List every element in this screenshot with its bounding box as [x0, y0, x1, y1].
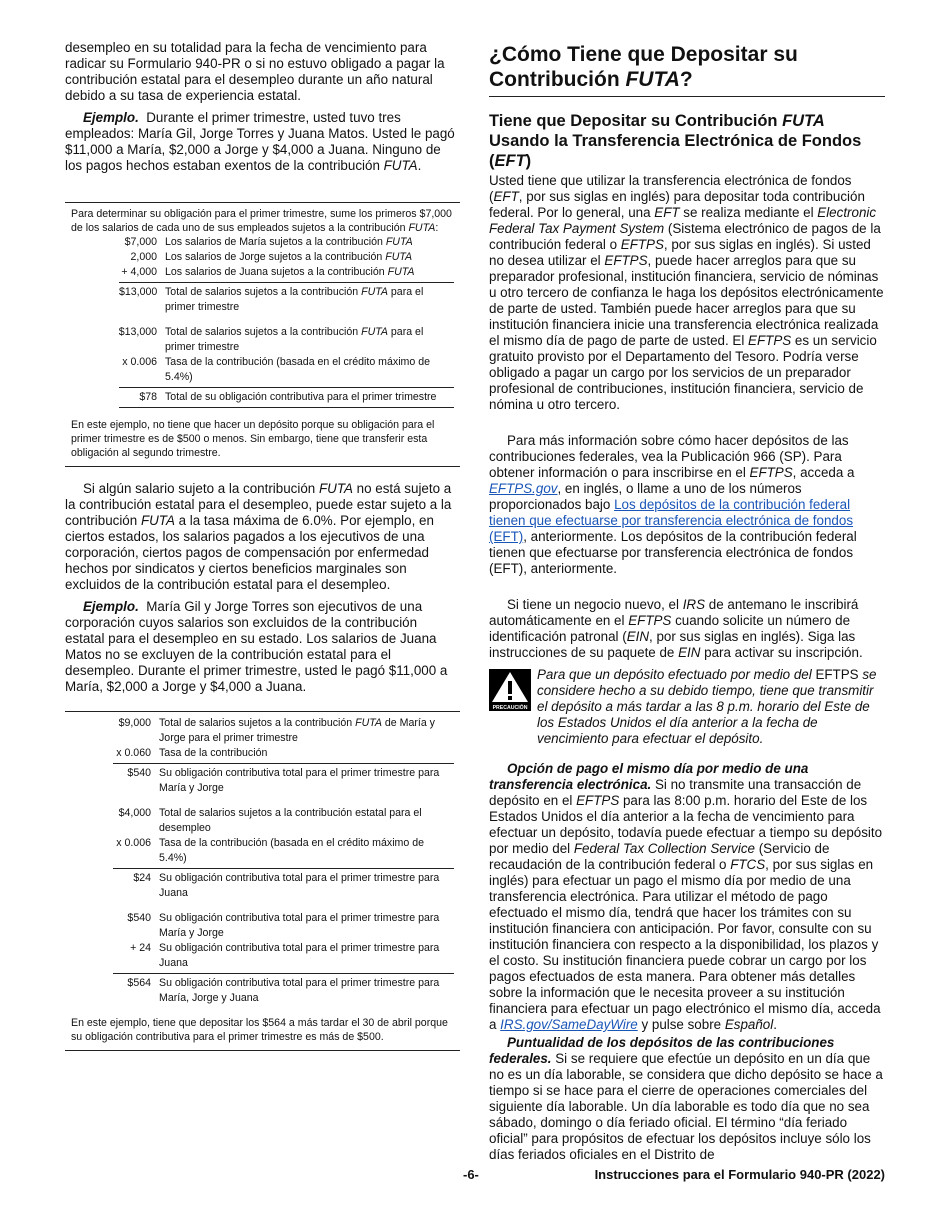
right-paragraph-1: Usted tiene que utilizar la transferencia electrónica de fondos (EFT, por sus siglas en inglés) para depositar toda contribución federal. Por lo general, una EFT se realiza mediante el Electronic Federal Tax Payment System (Sistema electrónico de pagos de la contribución federal o EFTPS, por sus siglas en inglés). Si usted no desea utilizar el EFTPS, puede hacer arreglos para que su preparador profesional, institución financiera, servicio de nóminas u otro tercero de confianza le haga los depósitos electrónicamente de parte de usted. También puede hacer arreglos para que su institución financiera inicie una transferencia electrónica realizada el mismo día de pago de parte de usted. El EFTPS es un servicio gratuito provisto por el Departamento del Tesoro. Podría verse obligado a pagar un cargo por los servicios de un preparador profesional de contribuciones, institución financiera, servicio de nómina u otro tercero. — [489, 173, 884, 412]
caution-note — [489, 667, 885, 747]
example-2-box — [65, 711, 460, 1051]
left-column — [65, 40, 460, 1051]
example-1-note: En este ejemplo, no tiene que hacer un depósito porque su obligación para el primer trimestre es de $500 o menos. Sin embargo, tiene que transferir esta obligación al segundo trimestre. — [71, 419, 435, 459]
example-1-box — [65, 202, 460, 467]
example-1-intro: Para determinar su obligación para el primer trimestre, sume los primeros $7,000 de los salarios de cada uno de sus empleados sujetos a la contribución FUTA: — [71, 208, 452, 234]
eftps-link[interactable]: EFTPS.gov — [489, 481, 558, 496]
calc-total-row: $540 Su obligación contributiva total para el primer trimestre para María y Jorge — [113, 763, 454, 796]
caution-label: PRECAUCIÓN — [492, 705, 528, 711]
calc-total-row: $24 Su obligación contributiva total para el primer trimestre para Juana — [113, 868, 454, 901]
right-paragraph-2: Para más información sobre cómo hacer depósitos de las contribuciones federales, vea la Publicación 966 (SP). Para obtener información o para inscribirse en el EFTPS, acceda a EFTPS.gov, en inglés, o llame a uno de los números proporcionados bajo Los depósitos de la contribución federal tienen que efectuarse por transferencia electrónica de fondos (EFT), anteriormente. Los depósitos de la contribución federal tienen que efectuarse por transferencia electrónica de fondos (EFT), anteriormente. — [489, 433, 857, 576]
calc-row: $7,000 Los salarios de María sujetos a la contribución FUTA — [124, 236, 413, 248]
left-paragraph-2: Si algún salario sujeto a la contribución FUTA no está sujeto a la contribución estatal para el desempleo, puede estar sujeto a la contribución FUTA a la tasa máxima de 6.0%. Por ejemplo, en ciertos estados, los salarios pagados a los ejecutivos de una corporación, ciertos pagos de compensación por enfermedad hechos por sindicatos y ciertos beneficios marginales son excluidos de la contribución estatal para el desempleo. — [65, 481, 452, 592]
left-paragraph-1: desempleo en su totalidad para la fecha de vencimiento para radicar su Formulario 940-PR o si no estuvo obligado a pagar la contribución estatal para el desempleo durante un año natural debido a su tasa de experiencia estatal. — [65, 40, 445, 103]
example-1-text: Durante el primer trimestre, usted tuvo tres empleados: María Gil, Jorge Torres y Juana Matos. Usted le pagó $11,000 a María, $2,000 a Jorge y $4,000 a Juana. Ninguno de los pagos hechos estaban exentos de la contribución — [65, 110, 455, 173]
calc-row: x 0.006 Tasa de la contribución (basada en el crédito máximo de 5.4%) — [116, 837, 424, 864]
right-paragraph-5: Puntualidad de los depósitos de las contribuciones federales. Si se requiere que efectúe un depósito en un día que no es un día laborable, se considera que dicho depósito se hace a tiempo si se hace para el cierre de operaciones comerciales del siguiente día laborable. Un día laborable es todo día que no sea sábado, domingo o día feriado oficial. El término “día feriado oficial” para propósitos de efectuar los depósitos incluye sólo los días feriados oficiales en el Distrito de — [489, 1035, 883, 1162]
calc-row: x 0.006 Tasa de la contribución (basada en el crédito máximo de 5.4%) — [122, 356, 430, 383]
page-number: -6- — [463, 1167, 479, 1182]
right-paragraph-4: Opción de pago el mismo día por medio de una transferencia electrónica. Si no transmite una transacción de depósito en el EFTPS para las 8:00 p.m. horario del Este de los Estados Unidos el día anterior a la fecha de vencimiento para efectuar un depósito, todavía puede efectuar a tiempo su depósito por medio del Federal Tax Collection Service (Servicio de recaudación de la contribución federal o FTCS, por sus siglas en inglés) para efectuar un pago el mismo día por medio de una transferencia electrónica. Para utilizar el método de pago efectuado el mismo día, tendrá que hacer los trámites con su institución financiera con anticipación. Por favor, consulte con su institución financiera con respecto a la disponibilidad, los plazos y el costo. Su institución financiera puede cobrar un cargo por los pagos efectuados de esta manera. Para obtener más detalles sobre la información que le necesita proveer a su institución financiera para efectuar un pago electrónico el mismo día, acceda a IRS.gov/SameDayWire y pulse sobre Español. — [489, 761, 883, 1032]
calc-row: $4,000 Total de salarios sujetos a la contribución estatal para el desempleo — [118, 807, 422, 834]
caution-text: Para que un depósito efectuado por medio del EFTPS se considere hecho a su debido tiempo, tiene que transmitir el depósito a más tardar a las 8 p.m. horario del Este de los Estados Unidos el día anterior a la fecha de vencimiento para efectuar el depósito. — [537, 667, 877, 746]
calc-row: 2,000 Los salarios de Jorge sujetos a la contribución FUTA — [130, 251, 413, 263]
subsection-title: Tiene que Depositar su Contribución FUTA Usando la Transferencia Electrónica de Fondos (EFT) — [489, 112, 862, 170]
same-day-wire-link[interactable]: IRS.gov/SameDayWire — [500, 1017, 638, 1032]
calc-total-row: $13,000 Total de salarios sujetos a la contribución FUTA para el primer trimestre — [119, 282, 454, 315]
futa-term: FUTA — [383, 158, 418, 173]
calc-row: + 24 Su obligación contributiva total para el primer trimestre para Juana — [130, 942, 440, 969]
example-1-lead: Ejemplo. — [83, 110, 139, 125]
calc-total-row: $564 Su obligación contributiva total para el primer trimestre para María, Jorge y Juana — [113, 973, 454, 1006]
footer-title: Instrucciones para el Formulario 940-PR (2022) — [594, 1167, 885, 1182]
right-paragraph-3: Si tiene un negocio nuevo, el IRS de antemano le inscribirá automáticamente en el EFTPS cuando solicite un número de identificación patronal (EIN, por sus siglas en inglés). Siga las instrucciones de su paquete de EIN para activar su inscripción. — [489, 597, 863, 660]
calc-row: $9,000 Total de salarios sujetos a la contribución FUTA de María y Jorge para el primer trimestre — [118, 717, 435, 744]
example-1-paragraph: Ejemplo. Durante el primer trimestre, usted tuvo tres empleados: María Gil, Jorge Torres y Juana Matos. Usted le pagó $11,000 a María, $2,000 a Jorge y $4,000 a Juana. Ninguno de los pagos hechos estaban exentos de la contribución FUTA. — [65, 110, 455, 173]
calc-row: $13,000 Total de salarios sujetos a la contribución FUTA para el primer trimestre — [118, 326, 424, 353]
calc-total-row: $78 Total de su obligación contributiva para el primer trimestre — [119, 387, 454, 405]
calc-row: + 4,000 Los salarios de Juana sujetos a la contribución FUTA — [121, 266, 415, 278]
example-2-note: En este ejemplo, tiene que depositar los $564 a más tardar el 30 de abril porque su obligación contributiva para el primer trimestre es más de $500. — [71, 1017, 448, 1043]
example-2-paragraph: Ejemplo. María Gil y Jorge Torres son ejecutivos de una corporación cuyos salarios son excluidos de la contribución estatal para el desempleo en su estado. Los salarios de Juana Matos no se excluyen de la contribución estatal para el desempleo. Durante el primer trimestre, usted le pagó $11,000 a María, $2,000 a Jorge y $4,000 a Juana. — [65, 599, 448, 694]
calc-row: x 0.060 Tasa de la contribución — [116, 747, 268, 759]
calc-row: $540 Su obligación contributiva total para el primer trimestre para María y Jorge — [127, 912, 440, 939]
caution-icon — [489, 669, 531, 711]
section-title: ¿Cómo Tiene que Depositar su Contribución FUTA? — [489, 42, 885, 97]
right-column — [489, 42, 885, 1163]
eft-deposits-section-link[interactable]: Los depósitos de la contribución federal tienen que efectuarse por transferencia electrónica de fondos (EFT) — [489, 497, 854, 544]
